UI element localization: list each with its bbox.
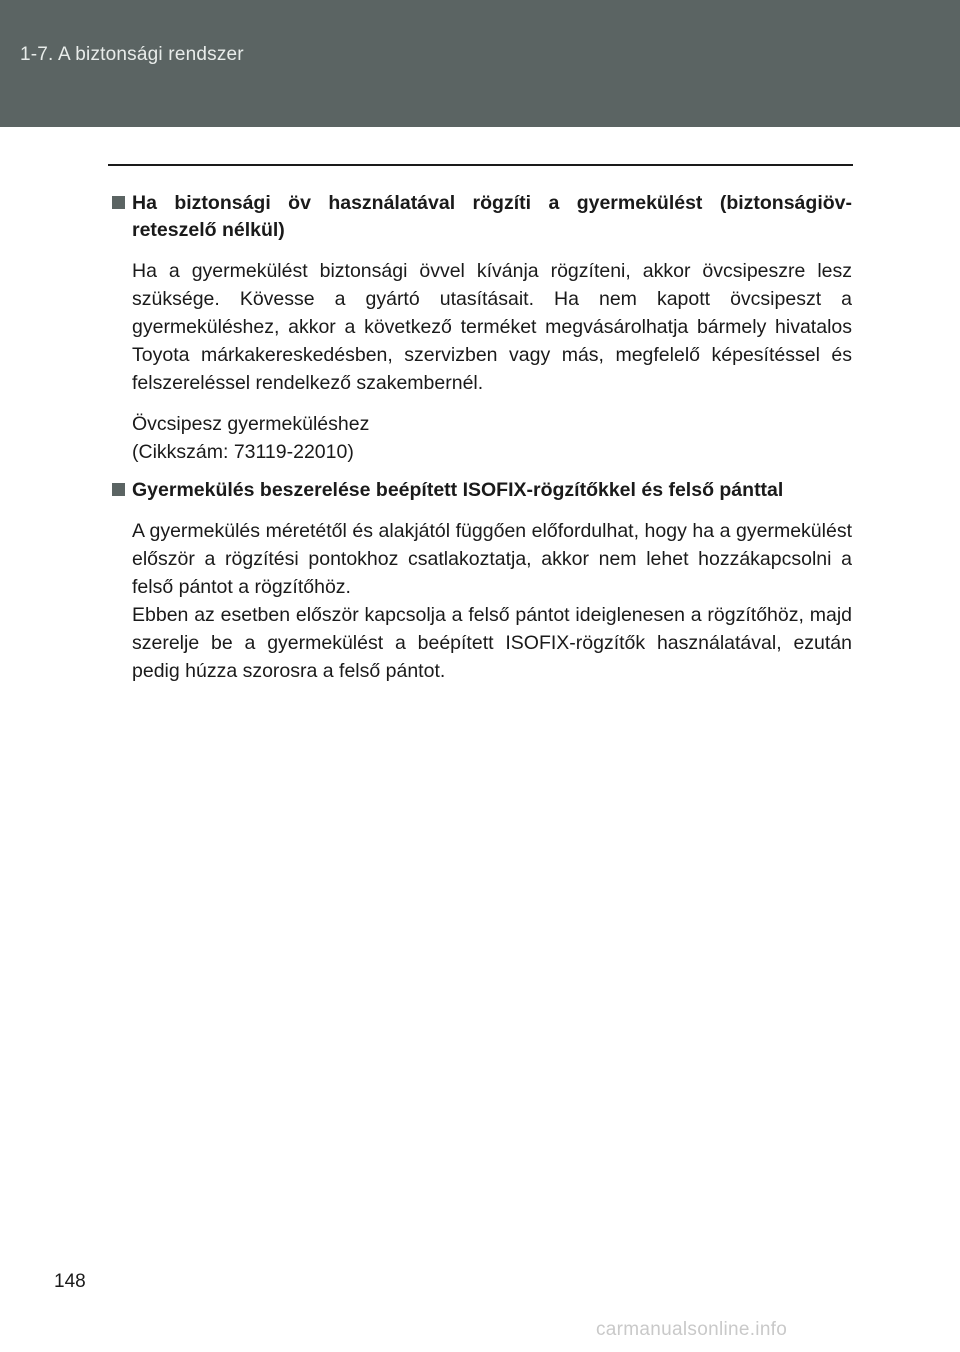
body-paragraph: A gyermekülés méretétől és alakjától függően előfordulhat, hogy ha a gyermekülést először a rögzítési pontokhoz csatlakoztatja, akkor nem lehet hozzákapcsolni a felső pántot a rögzítőhöz. — [132, 520, 852, 598]
section-isofix-installation — [112, 477, 852, 685]
body-paragraph: Ebben az esetben először kapcsolja a felső pántot ideiglenesen a rögzítőhöz, majd szerelje be a gyermekülést a beépített ISOFIX-rögzítők használatával, ezután pedig húzza szorosra a felső pántot. — [132, 604, 852, 682]
divider-rule — [108, 164, 853, 166]
product-name: Övcsipesz gyermeküléshez — [132, 413, 370, 435]
product-info — [112, 410, 852, 466]
section-heading — [112, 477, 852, 504]
section-heading-text: Gyermekülés beszerelése beépített ISOFIX-rögzítőkkel és felső pánttal — [132, 479, 784, 501]
watermark-text: carmanualsonline.info — [596, 1319, 788, 1340]
square-bullet-icon — [112, 196, 125, 209]
part-number: (Cikkszám: 73119-22010) — [132, 441, 354, 463]
section-heading-text: Ha biztonsági öv használatával rögzíti a gyermekülést (biztonságiöv-reteszelő nélkül) — [132, 192, 852, 241]
page-content — [112, 190, 852, 698]
section-title: 1-7. A biztonsági rendszer — [20, 44, 244, 65]
page-number: 148 — [54, 1271, 86, 1292]
section-heading — [112, 190, 852, 244]
body-paragraph: Ha a gyermekülést biztonsági övvel kívánja rögzíteni, akkor övcsipeszre lesz szüksége. Kövesse a gyártó utasításait. Ha nem kapott övcsipeszt a gyermeküléshez, akkor a következő terméket megvásárolhatja bármely hivatalos Toyota márkakereskedésben, szervizben vagy más, megfelelő képesítéssel és felszereléssel rendelkező szakembernél. — [132, 260, 852, 394]
square-bullet-icon — [112, 483, 125, 496]
section-seatbelt-installation — [112, 190, 852, 466]
header-band — [0, 0, 960, 127]
